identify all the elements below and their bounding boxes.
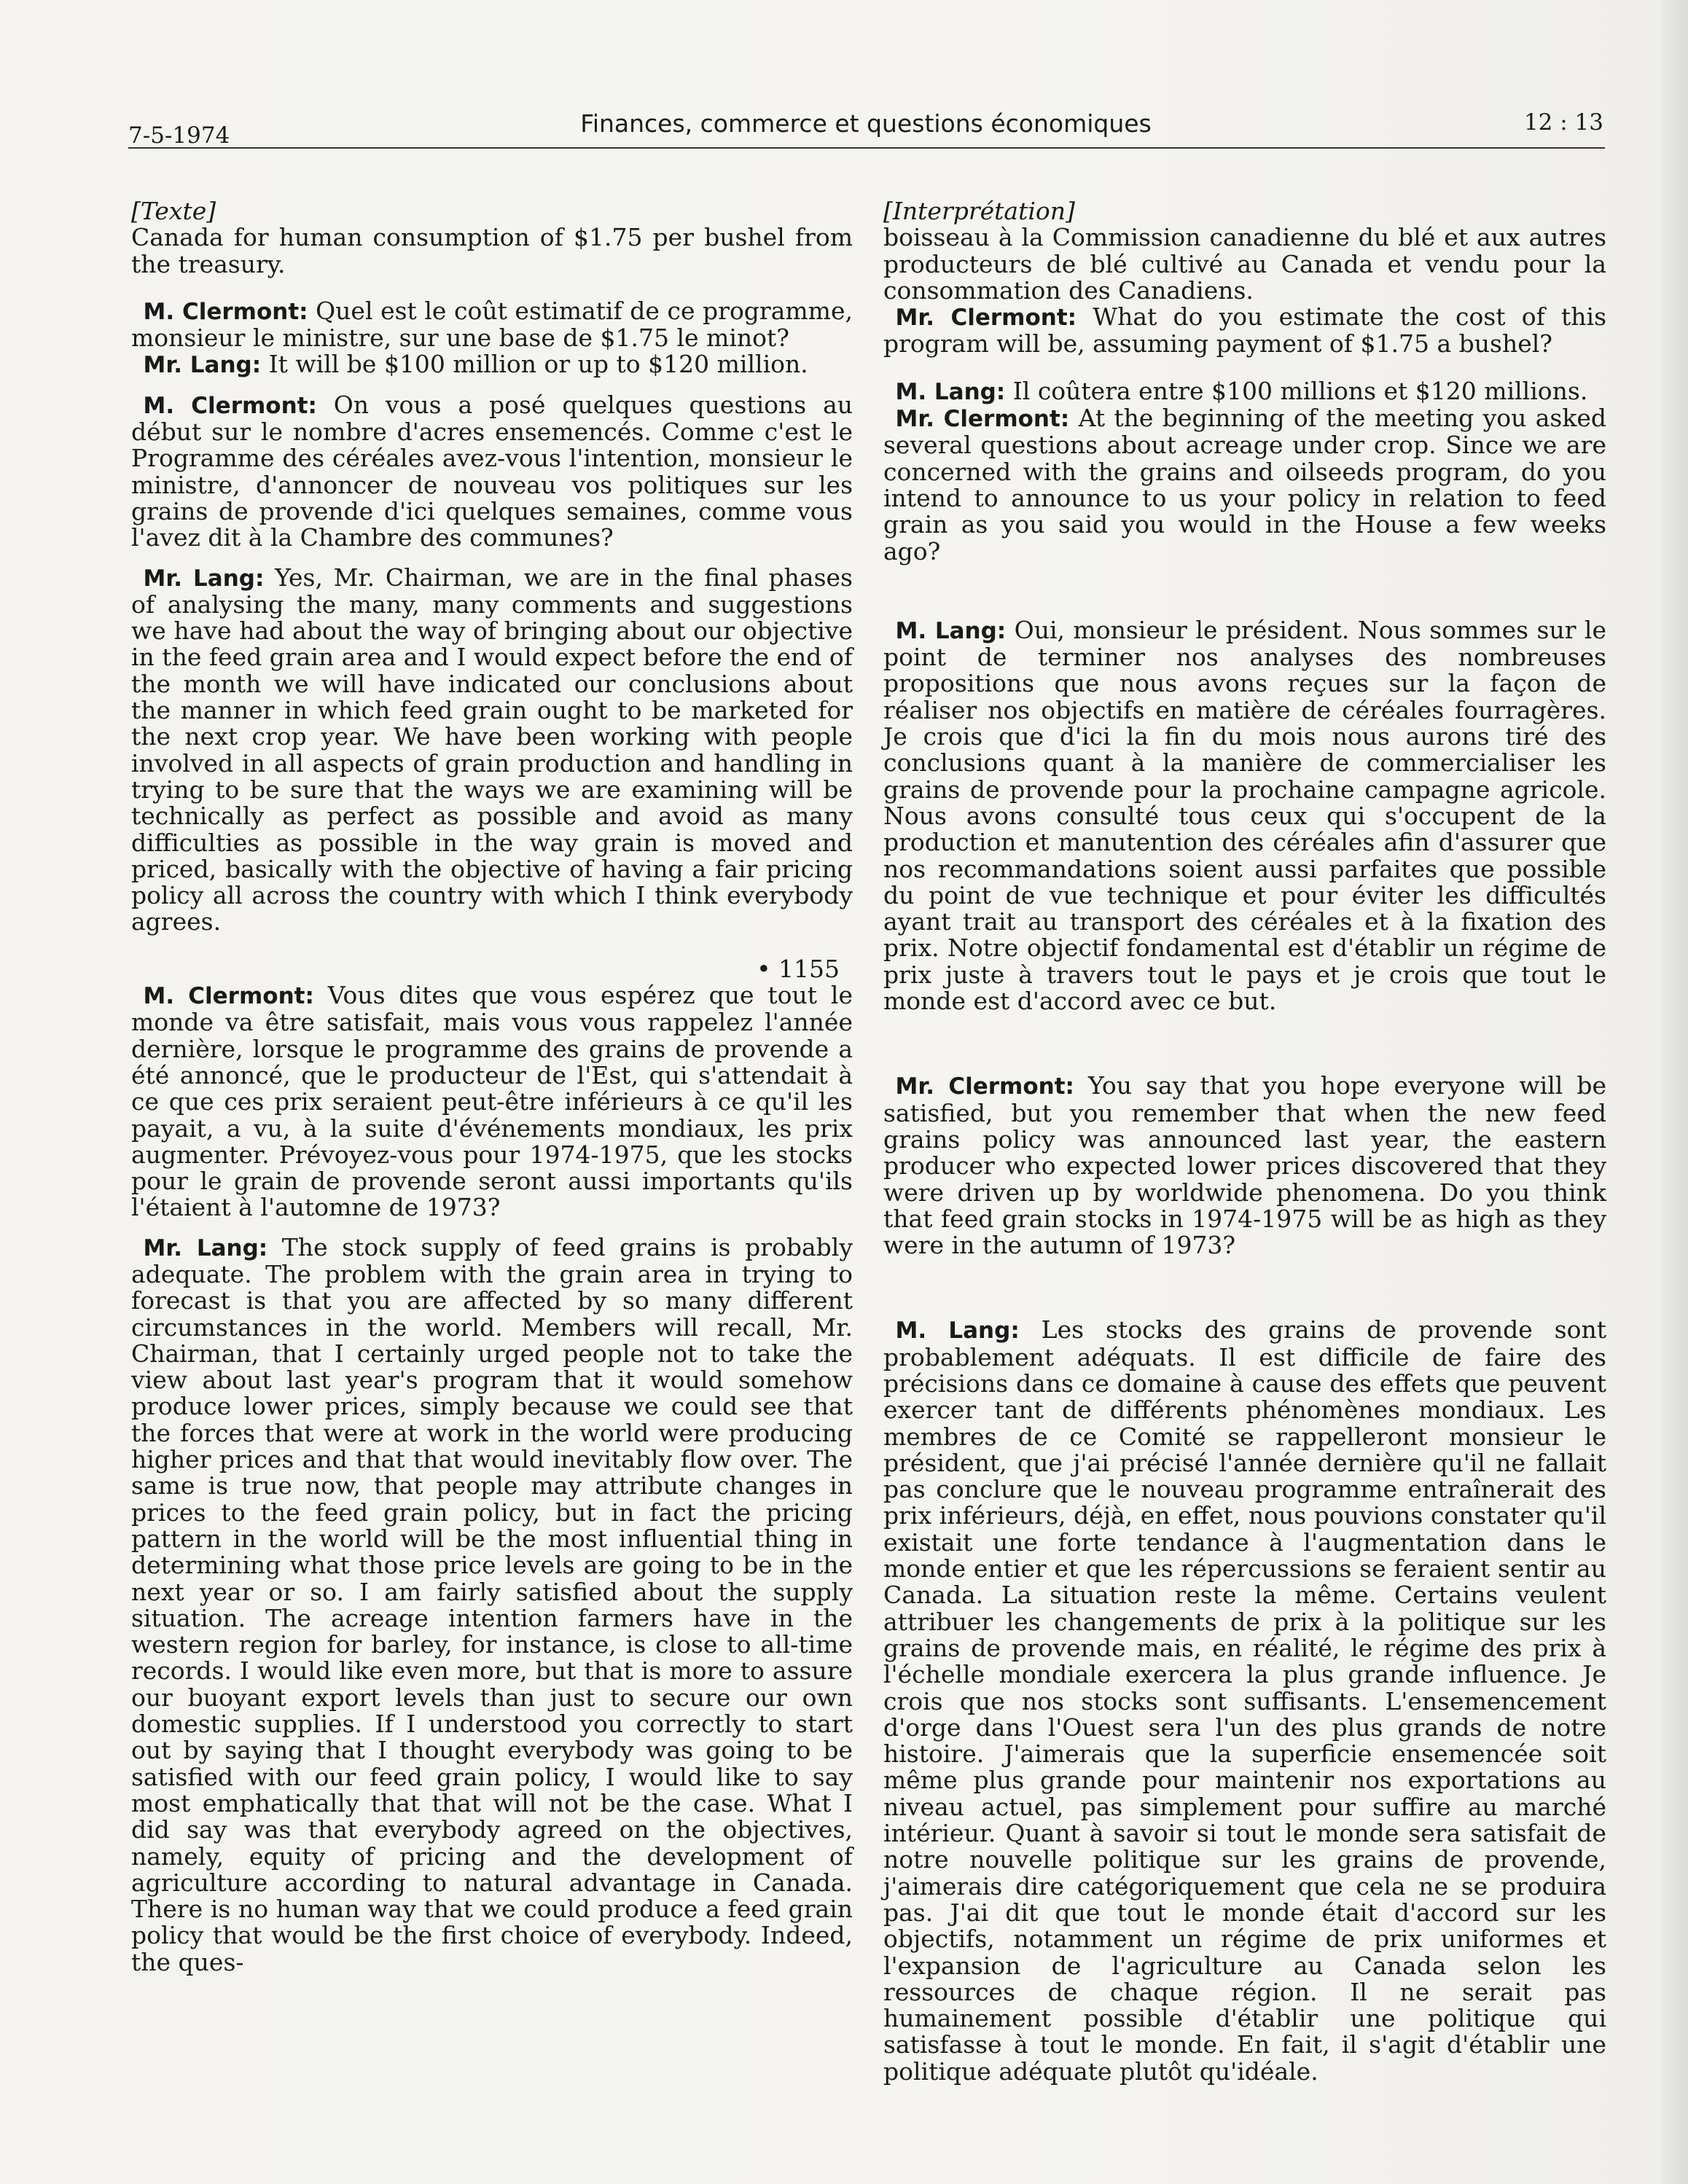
paragraph [883, 378, 1606, 405]
speaker-name: M. Lang: [895, 378, 1006, 405]
speaker-name: M. Clermont: [143, 983, 314, 1010]
paragraph-text: Yes, Mr. Chairman, we are in the final phases of analysing the many, many comments and suggestions we have had about the way of bringing about our objective in the feed grain area and I would expect before the end of the month we will have indicated our conclusions about the manner in which feed grain ought to be marketed for the next crop year. We have been working with people involved in all aspects of grain production and handling in trying to be sure that the ways we are examining will be technically as perfect as possible and avoid as many difficulties as possible in the way grain is moved and priced, basically with the objective of having a fair pricing policy all across the country with which I think everybody agrees. [131, 563, 853, 936]
paragraph-text: Les stocks des grains de provende sont probablement adéquats. Il est difficile de faire des précisions dans ce domaine à cause des effets que peuvent exercer tant de différents phénomènes mondiaux. Les membres de ce Comité se rappelleront monsieur le président, que j'ai précisé l'année dernière qu'il ne fallait pas conclure que le nouveau programme entraînerait des prix inférieurs, déjà, en effet, nous pouvions constater qu'il existait une forte tendance à l'augmentation dans le monde entier et que les répercussions se feraient sentir au Canada. La situation reste la même. Certains veulent attribuer les changements de prix à la politique sur les grains de provende mais, en réalité, le régime des prix à l'échelle mondiale exercera la plus grande influence. Je crois que nos stocks sont suffisants. L'ensemencement d'orge dans l'Ouest sera l'un des plus grands de notre histoire. J'aimerais que la superficie ensemencée soit même plus grande pour maintenir nos exportations au niveau actuel, pas simplement pour suffire au marché intérieur. Quant à savoir si tout le monde sera satisfait de notre nouvelle politique sur les grains de provende, j'aimerais dire catégoriquement que cela ne se produira pas. J'ai dit que tout le monde était d'accord sur les objectifs, notamment un régime de prix uniformes et l'expansion de l'agriculture au Canada selon les ressources de chaque région. Il ne serait pas humainement possible d'établir une politique qui satisfasse à tout le monde. En fait, il s'agit d'établir une politique adéquate plutôt qu'idéale. [883, 1315, 1606, 2086]
page-header [128, 109, 1603, 150]
paragraph-text: Quel est le coût estimatif de ce programme, monsieur le ministre, sur une base de $1.75 le minot? [131, 296, 853, 353]
paragraph-text: At the beginning of the meeting you asked several questions about acreage under crop. Since we are concerned with the grains and oilseeds program, do you intend to announce to us your policy in relation to feed grain as you said you would in the House a few weeks ago? [883, 404, 1606, 565]
column-label: [Texte] [131, 197, 216, 225]
column-label: [Interprétation] [883, 197, 1075, 225]
paragraph [131, 351, 853, 378]
speaker-name: M. Clermont: [143, 298, 308, 325]
paragraph-text: It will be $100 million or up to $120 million. [261, 350, 808, 379]
paragraph [131, 392, 853, 552]
header-page-number: 12 : 13 [1523, 109, 1603, 136]
speaker-name: M. Clermont: [143, 392, 317, 419]
speaker-name: Mr. Clermont: [895, 406, 1070, 433]
opening-paragraph: boisseau à la Commission canadienne du blé et aux autres producteurs de blé cultivé au Canada et vendu pour la consommation des Canadiens. [883, 223, 1606, 305]
paragraph [883, 304, 1606, 358]
paragraph-text: Oui, monsieur le président. Nous sommes sur le point de terminer nos analyses des nombreuses propositions que nous avons reçues sur la façon de réaliser nos objectifs en matière de céréales fourragères. Je crois que d'ici la fin du mois nous aurons tiré des conclusions quant à la manière de commercialiser les grains de provende pour la prochaine campagne agricole. Nous avons consulté tous ceux qui s'occupent de la production et manutention des céréales afin d'assurer que nos recommandations soient aussi parfaites que possible du point de vue technique et pour éviter les difficultés ayant trait au transport des céréales et à la fixation des prix. Notre objectif fondamental est d'établir un régime de prix juste à travers tout le pays et je crois que tout le monde est d'accord avec ce but. [883, 615, 1607, 1016]
header-rule [128, 147, 1605, 149]
paragraph [131, 565, 853, 936]
speaker-name: Mr. Lang: [143, 352, 262, 379]
speaker-name: Mr. Lang: [143, 565, 265, 592]
header-title: Finances, commerce et questions économiques [580, 109, 1152, 138]
speaker-name: M. Lang: [895, 1318, 1020, 1345]
page-edge [1662, 0, 1688, 2184]
paragraph-text: Il coûtera entre $100 millions et $120 millions. [1005, 376, 1588, 405]
paragraph [131, 298, 853, 352]
paragraph [883, 1317, 1606, 2085]
paragraph-text: The stock supply of feed grains is probably adequate. The problem with the grain area in trying to forecast is that you are affected by so many different circumstances in the world. Members will recall, Mr. Chairman, that I certainly urged people not to take the view about last year's program that it would somehow produce lower prices, simply because we could see that the forces that were at work in the world were producing higher prices and that that would inevitably flow over. The same is true now, that people may attribute changes in prices to the feed grain policy, but in fact the pricing pattern in the world will be the most influential thing in determining what those price levels are going to be in the next year or so. I am fairly satisfied about the supply situation. The acreage intention farmers have in the western region for barley, for instance, is close to all-time records. I would like even more, but that is more to assure our buoyant export levels than just to secure our own domestic supplies. If I understood you correctly to start out by saying that I thought everybody was going to be satisfied with our feed grain policy, I would like to say most emphatically that that will not be the case. What I did say was that everybody agreed on the objectives, namely, equity of pricing and the development of agriculture according to natural advantage in Canada. There is no human way that we could produce a feed grain policy that would be the first choice of everybody. Indeed, the ques- [131, 1232, 853, 1976]
paragraph-text: Vous dites que vous espérez que tout le monde va être satisfait, mais vous vous rappelez l'année dernière, lorsque le programme des grains de provende a été annoncé, que le producteur de l'Est, qui s'attendait à ce que ces prix seraient peut-être inférieurs à ce qu'il les payait, a vu, à la suite d'événements mondiaux, les prix augmenter. Prévoyez-vous pour 1974-1975, que les stocks pour le grain de provende seront aussi importants qu'ils l'étaient à l'automne de 1973? [131, 981, 853, 1222]
right-column [883, 198, 1606, 2085]
paragraph-text: On vous a posé quelques questions au début sur le nombre d'acres ensemencés. Comme c'est le Programme des céréales avez-vous l'intention, monsieur le ministre, d'annoncer de nouveau vos politiques sur les grains de provende d'ici quelques semaines, comme vous l'avez dit à la Chambre des communes? [131, 390, 853, 552]
paragraph [883, 617, 1606, 1014]
paragraph [131, 982, 853, 1221]
paragraph [883, 405, 1606, 565]
header-date: 7-5-1974 [128, 122, 230, 149]
left-column [131, 198, 853, 1976]
speaker-name: M. Lang: [895, 617, 1007, 644]
paragraph [131, 1234, 853, 1976]
paragraph [883, 1073, 1606, 1259]
opening-paragraph: Canada for human consumption of $1.75 per bushel from the treasury. [131, 223, 853, 278]
speaker-name: Mr. Clermont: [895, 1073, 1074, 1100]
time-marker: • 1155 [757, 954, 840, 983]
speaker-name: Mr. Clermont: [895, 305, 1077, 332]
paragraph-text: You say that you hope everyone will be satisfied, but you remember that when the new feed grains policy was announced last year, the eastern producer who expected lower prices discovered that they were driven up by worldwide phenomena. Do you think that feed grain stocks in 1974-1975 will be as high as they were in the autumn of 1973? [883, 1071, 1607, 1260]
paragraph-text: What do you estimate the cost of this program will be, assuming payment of $1.75 a bushel? [883, 302, 1606, 359]
speaker-name: Mr. Lang: [143, 1234, 268, 1261]
